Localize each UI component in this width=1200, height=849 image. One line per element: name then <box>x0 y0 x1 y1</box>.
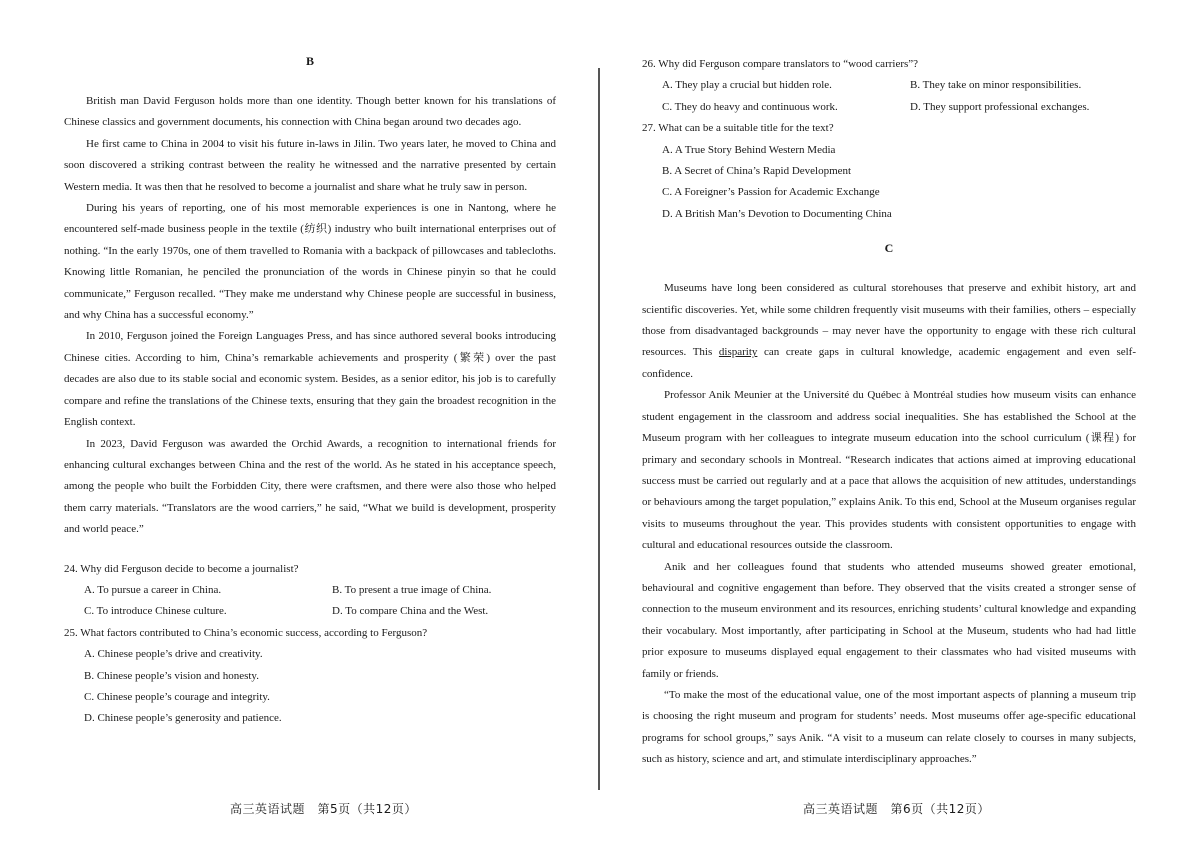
passage-b-paragraph-2: He first came to China in 2004 to visit his future in-laws in Jilin. Two years later, he moved to China and soon discovered a striking contrast between the reality he witnessed and the narrative presented by certain Western media. It was then that he resolved to become a journalist and share what he truly saw in person. <box>64 137 556 193</box>
question-26-option-b: B. They take on minor responsibilities. <box>910 79 1082 92</box>
question-26 <box>642 54 1136 118</box>
passage-b-paragraph-5: In 2023, David Ferguson was awarded the Orchid Awards, a recognition to international friends for enhancing cultural exchanges between China and the rest of the world. As he stated in his acceptance speech, among the people who built the Forbidden City, there were craftsmen, and there were also those who helped them carry materials. “Translators are the wood carriers,” he said, “What we build is development, prosperity and world peace.” <box>64 437 556 536</box>
passage-c-paragraph-2: Professor Anik Meunier at the Université du Québec à Montréal studies how museum visits can enhance student engagement in the classroom and address social inequalities. She has established the School at the Museum program with her colleagues to integrate museum education into the school curriculum (课程) for primary and secondary schools in Montreal. “Research indicates that actions aimed at improving educational success must be carried out regularly and at a pace that allows the acquisition of new attitudes, understandings or behaviours among the target population,” explains Anik. To this end, School at the Museum organises regular visits to museums throughout the year. This provides students with consistent opportunities to engage with cultural and educational resources outside the classroom. <box>642 389 1136 552</box>
passage-c-paragraph-3: Anik and her colleagues found that students who attended museums showed greater emotional, behavioural and cognitive engagement than before. They observed that the visits created a stronger sense of connection to the museum environment and its resources, enriching students’ cultural knowledge and expanding their vocabulary. Most importantly, after participating in School at the Museum, students who had had little prior exposure to museums displayed equal engagement to their classmates who had visited museums with family or friends. <box>642 560 1136 680</box>
passage-b-paragraph-4: In 2010, Ferguson joined the Foreign Languages Press, and has since authored several books introducing Chinese cities. According to him, China’s remarkable achievements and prosperity (繁荣) over the past decades are also due to its stable social and economic system. Besides, as a senior editor, his job is to carefully compare and refine the translations of the Chinese texts, ensuring that they gain the broadest recognition in the English context. <box>64 330 556 429</box>
underlined-word-disparity: disparity <box>718 346 758 359</box>
question-24-option-b: B. To present a true image of China. <box>332 583 492 596</box>
question-26-stem: 26. Why did Ferguson compare translators to “wood carriers”? <box>642 58 919 70</box>
question-25-option-b: B. Chinese people’s vision and honesty. <box>84 669 259 682</box>
passage-b-paragraph-3: During his years of reporting, one of his most memorable experiences is one in Nantong, where he encountered self-made business people in the textile (纺织) industry who built international enterprises out of nothing. “In the early 1970s, one of them travelled to Romania with a backpack of pillowcases and tablecloths. Knowing little Romanian, he penciled the pronunciation of the words in Chinese pinyin so that he could communicate,” Ferguson recalled. “They make me understand why Chinese people are successful in business, and why China has a successful economy.” <box>64 202 556 322</box>
question-26-option-d: D. They support professional exchanges. <box>910 100 1090 113</box>
passage-b-paragraph-1: British man David Ferguson holds more than one identity. Though better known for his translations of Chinese classics and government documents, his connection with China began around two decades ago. <box>64 95 556 129</box>
question-25-option-a: A. Chinese people’s drive and creativity. <box>84 648 263 661</box>
question-24-option-a: A. To pursue a career in China. <box>84 583 222 596</box>
question-24-option-c: C. To introduce Chinese culture. <box>84 605 227 618</box>
question-24 <box>64 559 556 623</box>
question-24-option-d: D. To compare China and the West. <box>332 605 489 618</box>
question-24-stem: 24. Why did Ferguson decide to become a journalist? <box>64 562 299 575</box>
section-c-heading: C <box>884 241 894 256</box>
question-27-option-c: C. A Foreigner’s Passion for Academic Exchange <box>662 186 880 199</box>
question-27 <box>642 118 1136 225</box>
page-footer-left: 高三英语试题 第5页（共12页） <box>230 802 417 816</box>
question-27-option-b: B. A Secret of China’s Rapid Development <box>662 165 852 178</box>
passage-c-paragraph-1 <box>642 278 1136 385</box>
question-25-option-c: C. Chinese people’s courage and integrity. <box>84 690 270 703</box>
question-27-stem: 27. What can be a suitable title for the text? <box>642 122 834 135</box>
passage-c-paragraph-1-start: Museums have long been considered as cultural storehouses that preserve and exhibit history, art and scientific discoveries. Yet, while some children frequently visit museums with their families, others – especially those from disadvantaged backgrounds – may never have the opportunity to engage with these rich cultural resources. This <box>642 282 1136 359</box>
page-footer-right: 高三英语试题 第6页（共12页） <box>803 802 990 816</box>
left-page <box>0 0 598 849</box>
question-26-option-c: C. They do heavy and continuous work. <box>662 100 838 113</box>
question-26-option-a: A. They play a crucial but hidden role. <box>662 79 832 92</box>
passage-c-paragraph-1-end: can create gaps in cultural knowledge, academic engagement and even self-confidence. <box>642 346 1136 380</box>
question-27-option-a: A. A True Story Behind Western Media <box>662 143 836 156</box>
question-25-option-d: D. Chinese people’s generosity and patience. <box>84 712 282 725</box>
question-25 <box>64 623 556 730</box>
section-b-heading: B <box>305 54 314 68</box>
right-page <box>600 0 1200 849</box>
question-27-option-d: D. A British Man’s Devotion to Documenting China <box>662 207 892 220</box>
passage-c-paragraph-4: “To make the most of the educational value, one of the most important aspects of planning a museum trip is choosing the right museum and program for students’ needs. Most museums offer age-specific educational programs for school groups,” says Anik. “A visit to a museum can relate closely to courses in many subjects, such as history, science and art, and stimulate interdisciplinary approaches.” <box>642 688 1136 766</box>
question-25-stem: 25. What factors contributed to China’s economic success, according to Ferguson? <box>64 626 428 639</box>
